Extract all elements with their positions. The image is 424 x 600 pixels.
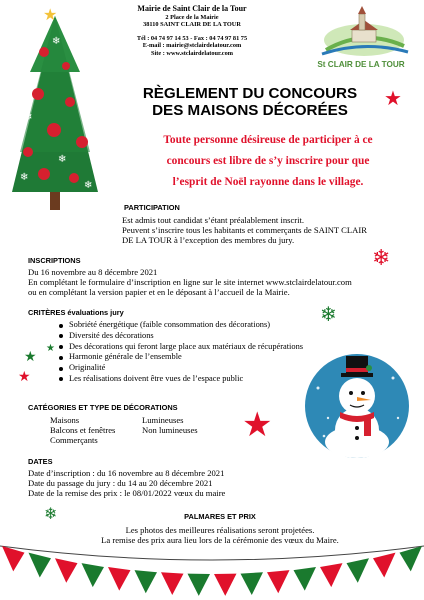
date-inscription: Date d’inscription : du 16 novembre au 8 décembre 2021 (28, 468, 225, 478)
bunting-garland (0, 540, 424, 600)
bunting-flag (373, 553, 396, 578)
date-jury: Date du passage du jury : du 14 au 20 décembre 2021 (28, 478, 213, 488)
criteres-heading: CRITÈRES évaluations jury (28, 308, 124, 317)
bunting-flag (29, 553, 52, 578)
palmares-heading: PALMARES ET PRIX (184, 512, 256, 521)
decoration-type-item: Non lumineuses (142, 425, 198, 435)
intro-text (118, 130, 418, 193)
logo-text: St CLAIR DE LA TOUR (317, 60, 405, 69)
participation-heading: PARTICIPATION (124, 203, 180, 212)
bunting-flag (241, 572, 264, 595)
page-title (120, 85, 380, 119)
address-line-2: 38110 SAINT CLAIR DE LA TOUR (143, 21, 241, 29)
category-item: Balcons et fenêtres (50, 425, 116, 435)
title-line-2: DES MAISONS DÉCORÉES (152, 102, 348, 119)
inscriptions-line-3: ou en complétant la version papier et en le déposant à l’accueil de la Mairie. (28, 287, 290, 297)
intro-line-1: Toute personne désireuse de participer à ce (163, 134, 373, 146)
bunting-flag (108, 567, 131, 591)
snowflake-icon: ❄ (372, 246, 391, 271)
phone-fax: Tél : 04 74 97 14 53 - Fax : 04 74 97 81 75 (136, 34, 248, 42)
bunting-flag (55, 558, 78, 583)
site-line: Site : www.stclairdelatour.com (151, 49, 233, 57)
title-line-1: RÈGLEMENT DU CONCOURS (142, 85, 358, 102)
criteres-list (58, 320, 338, 385)
dates-heading: DATES (28, 457, 53, 466)
participation-line-1: Est admis tout candidat s’étant préalablement inscrit. (122, 215, 305, 225)
bunting-flag (400, 546, 423, 571)
bunting-flag (135, 570, 158, 593)
svg-text:❄: ❄ (58, 154, 67, 165)
criteria-item: Diversité des décorations (58, 331, 338, 342)
categories-heading: CATÉGORIES ET TYPE DE DÉCORATIONS (28, 403, 178, 412)
svg-text:❄: ❄ (52, 36, 61, 47)
inscriptions-line-2: En complétant le formulaire d’inscription en ligne sur le site internet www.stclairdelatour.com (28, 277, 352, 287)
intro-line-3: l’esprit de Noël rayonne dans le village. (172, 176, 364, 188)
snowflake-icon: ❄ (320, 302, 337, 326)
bunting-flag (82, 563, 105, 587)
bunting-flag (347, 558, 370, 583)
categories-col-2 (142, 415, 198, 435)
criteria-item: Des décorations qui feront large place aux matériaux de récupérations (58, 342, 338, 353)
svg-text:❄: ❄ (24, 112, 33, 123)
category-item: Commerçants (50, 435, 98, 445)
category-item: Maisons (50, 415, 80, 425)
snowman-illustration (298, 348, 416, 460)
decoration-type-item: Lumineuses (142, 415, 184, 425)
criteria-item: Harmonie générale de l’ensemble (58, 352, 338, 363)
participation-line-2: Peuvent s’inscrire tous les habitants et commerçants de SAINT CLAIR (122, 225, 367, 235)
bunting-flag (2, 546, 25, 571)
address-line-1: 2 Place de la Mairie (165, 14, 219, 21)
bunting-flag (294, 567, 317, 591)
snowflake-icon: ❄ (44, 504, 58, 523)
village-logo (312, 6, 416, 68)
svg-text:★: ★ (43, 5, 58, 24)
criteria-item: Sobriété énergétique (faible consommation des décorations) (58, 320, 338, 331)
bunting-flag (267, 570, 290, 593)
palmares-line-1: Les photos des meilleures réalisations seront projetées. (125, 525, 315, 535)
bunting-flag (320, 563, 343, 587)
inscriptions-text (28, 267, 398, 297)
star-icon: ★ (242, 405, 273, 445)
criteria-item: Originalité (58, 363, 338, 374)
svg-text:❄: ❄ (20, 172, 29, 183)
inscriptions-line-1: Du 16 novembre au 8 décembre 2021 (28, 267, 158, 277)
criteria-item: Les réalisations doivent être vues de l’espace public (58, 374, 338, 385)
bunting-flag (214, 574, 237, 596)
bunting-flag (161, 572, 184, 595)
mairie-header (108, 4, 276, 57)
palmares-line-2: La remise des prix aura lieu lors de la cérémonie des vœux du Maire. (101, 535, 339, 545)
star-icon: ★ (24, 349, 37, 365)
svg-text:❄: ❄ (76, 76, 85, 87)
mairie-name: Mairie de Saint Clair de la Tour (137, 4, 247, 13)
dates-text (28, 468, 328, 498)
participation-text (122, 215, 382, 245)
categories-col-1 (50, 415, 115, 445)
inscriptions-heading: INSCRIPTIONS (28, 256, 81, 265)
bunting-flag (188, 574, 211, 596)
intro-line-2: concours est libre de s’y inscrire pour que (166, 155, 370, 167)
star-icon: ★ (18, 369, 31, 385)
christmas-tree-illustration (0, 2, 112, 214)
star-icon: ★ (46, 343, 55, 354)
participation-line-3: DE LA TOUR à l’exception des membres du jury. (122, 235, 295, 245)
star-icon: ★ (384, 86, 402, 110)
svg-text:❄: ❄ (84, 180, 93, 191)
email-line: E-mail : mairie@stclairdelatour.com (142, 42, 242, 50)
date-remise: Date de la remise des prix : le 08/01/2022 vœux du maire (28, 488, 226, 498)
